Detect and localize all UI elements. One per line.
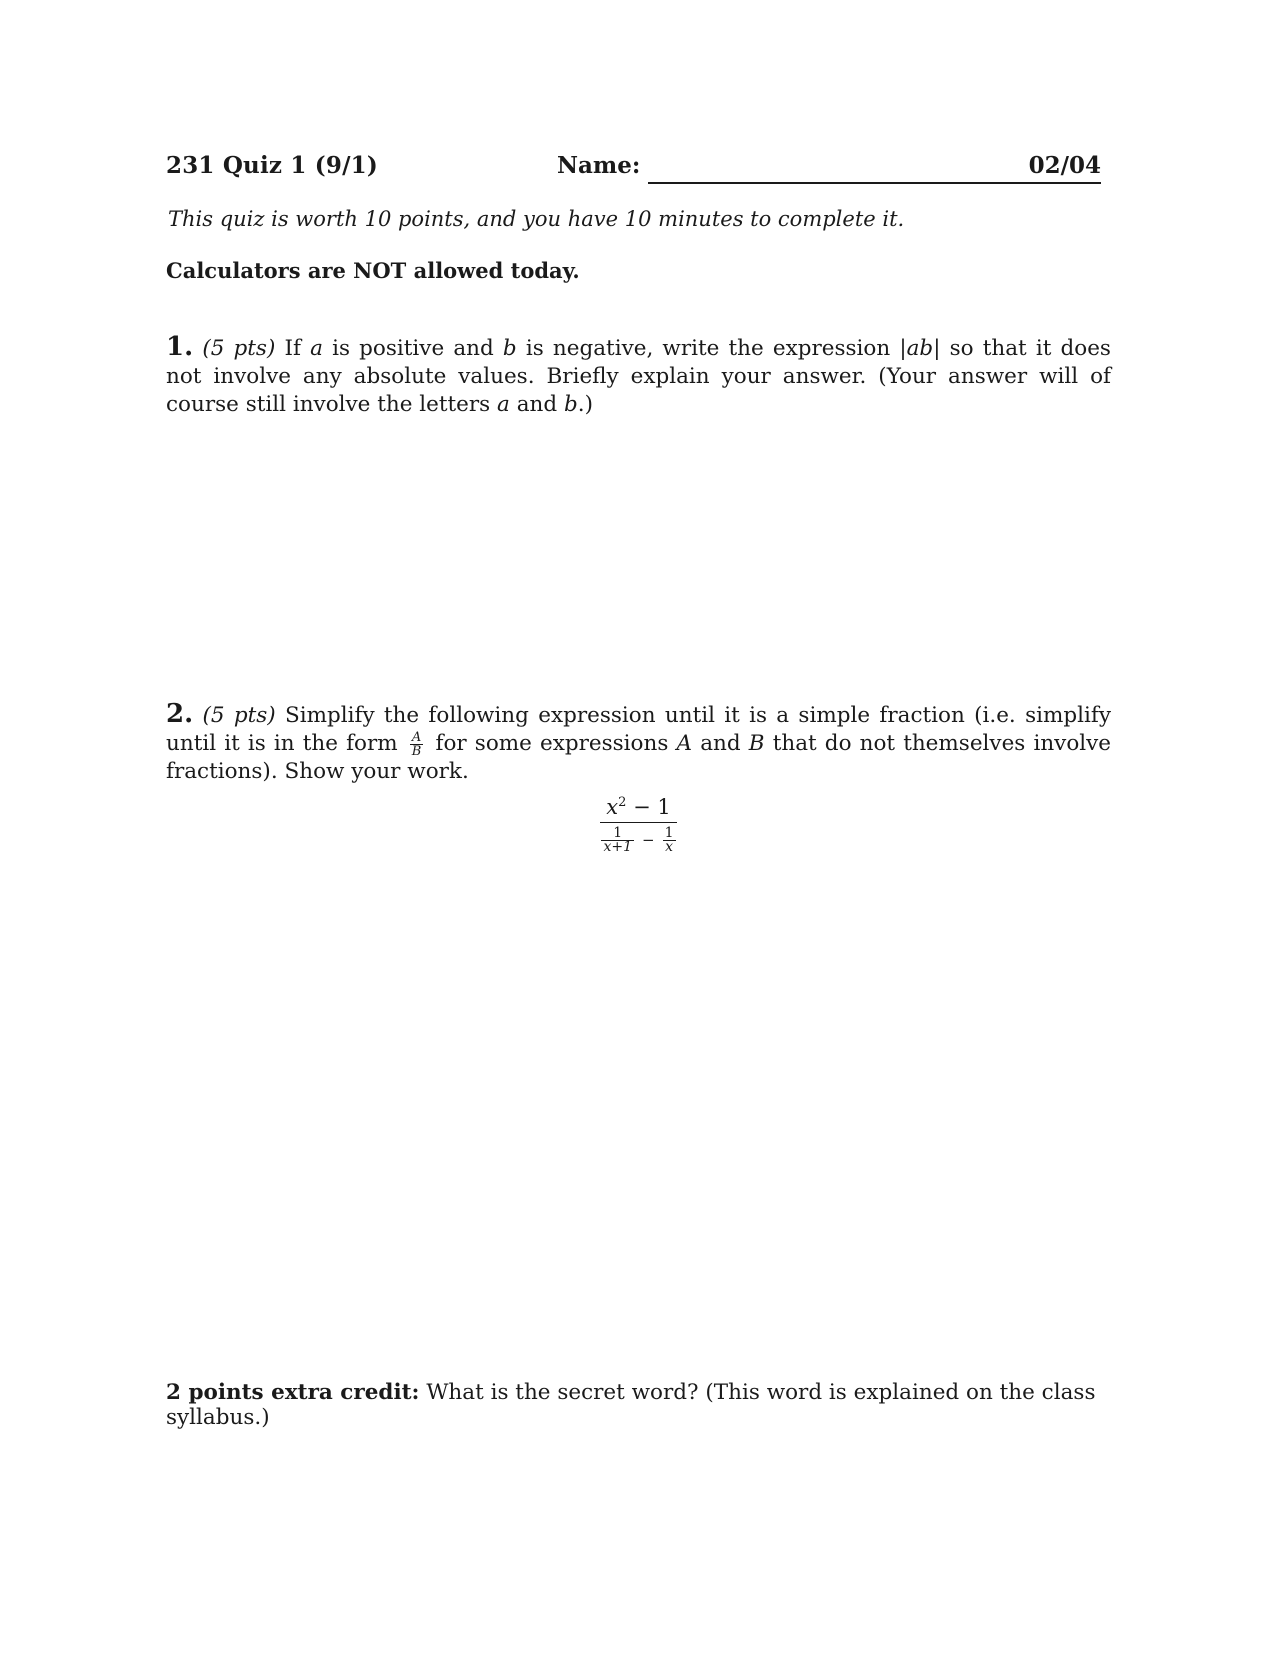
name-blank-line [648,182,1101,184]
mini-denominator: x+1 [603,838,633,855]
denominator-fraction-1 [601,824,634,855]
numerator-base: x [606,795,619,819]
fraction-numerator: A [410,731,424,745]
mini-numerator: 1 [601,827,634,841]
problem-text: Simplify the following expression until it is a simple fraction (i.e. simplify until it is in the form [166,703,1111,756]
problem-text: | so that it does not involve any absolute values. Briefly explain your answer. (Your answer will of course still involve the letters [166,336,1111,417]
complex-fraction [600,788,676,854]
variable: a [310,336,323,361]
calculator-note: Calculators are NOT allowed today. [166,258,580,283]
problem-text: and [700,731,741,756]
problem-text: .) [577,392,593,417]
expression-numerator [600,788,676,823]
minus-sign: − [642,831,655,849]
expression-denominator [600,823,676,854]
quiz-id: 02/04 [1028,152,1101,179]
variable: ab [906,336,934,361]
quiz-instructions: This quiz is worth 10 points, and you have 10 minutes to complete it. [168,207,905,231]
numerator-exponent: 2 [618,795,627,810]
variable: A [676,731,693,756]
mini-denominator: x [665,838,673,855]
quiz-title: 231 Quiz 1 (9/1) [166,152,378,179]
problem-points: (5 pts) [202,336,276,361]
problem-text: If [284,336,301,361]
extra-credit [166,1380,1111,1430]
variable: b [564,392,578,417]
extra-credit-text: What is the secret word? (This word is explained on the class syllabus.) [166,1380,1096,1430]
problem-text: that do not themselves involve fractions). Show your work. [166,731,1112,784]
variable: b [502,336,517,361]
problem-text: and [516,392,558,417]
problem-2 [166,699,1112,855]
variable: B [748,731,765,756]
problem-number: 1. [166,332,194,362]
problem-text: is negative, write the expression | [525,336,907,361]
problem-number: 2. [166,699,194,729]
extra-credit-label: 2 points extra credit: [166,1380,420,1405]
variable: a [497,392,510,417]
problem-points: (5 pts) [202,703,276,728]
fraction-denominator: B [411,743,422,759]
numerator-rest: − 1 [633,795,671,819]
quiz-header [166,150,1106,190]
inline-fraction [410,731,424,758]
problem-text: is positive and [332,336,494,361]
problem-1 [166,333,1111,419]
problem-text: for some expressions [435,731,669,756]
mini-numerator: 1 [664,824,674,841]
denominator-fraction-2 [663,824,676,855]
display-expression [166,788,1111,854]
name-label: Name: [557,152,641,179]
